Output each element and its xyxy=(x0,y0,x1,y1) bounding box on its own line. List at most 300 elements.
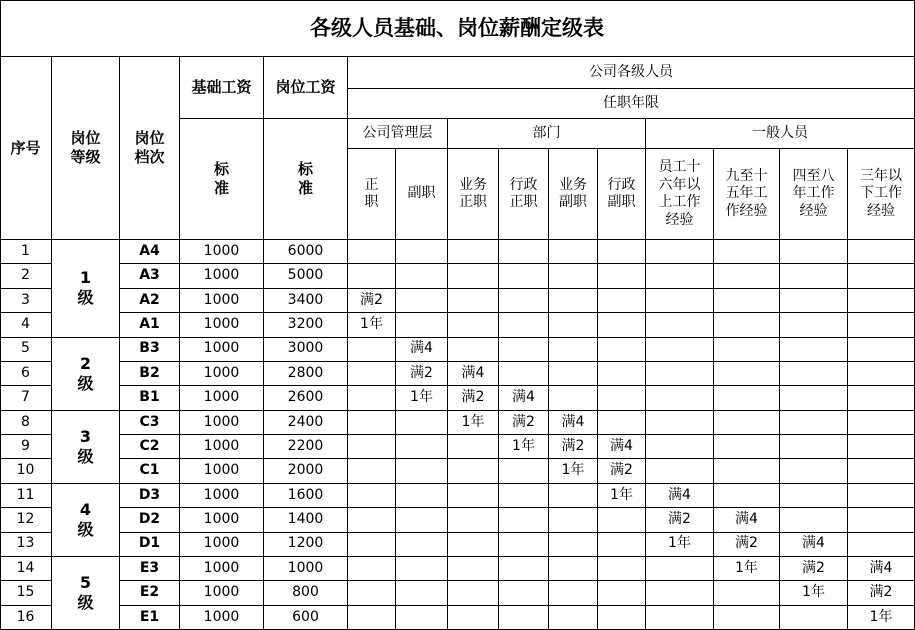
row-tenure-cell xyxy=(448,484,499,508)
row-seq xyxy=(0,435,52,459)
row-tenure-cell xyxy=(780,313,848,337)
row-post-pay-text: 6000 xyxy=(287,242,324,259)
row-tenure-cell xyxy=(549,386,598,410)
row-tenure-cell xyxy=(348,338,396,362)
row-tenure-cell xyxy=(780,264,848,288)
row-seq xyxy=(0,411,52,435)
row-base-pay-text: 1000 xyxy=(203,389,240,406)
row-tenure-cell xyxy=(549,581,598,605)
header-seq-text: 序号 xyxy=(10,138,41,157)
row-tenure-cell xyxy=(396,289,448,313)
row-seq-text: 10 xyxy=(16,462,35,479)
row-post-pay xyxy=(264,386,348,410)
row-tenure-cell xyxy=(646,557,714,581)
row-code xyxy=(120,557,180,581)
header-post-pay xyxy=(264,57,348,119)
row-tenure-cell-text: 满4 xyxy=(802,535,825,552)
row-post-pay xyxy=(264,264,348,288)
row-tenure-cell xyxy=(848,386,915,410)
row-post-pay xyxy=(264,459,348,483)
row-tenure-cell xyxy=(396,362,448,386)
row-tenure-cell xyxy=(396,557,448,581)
row-tenure-cell-text: 1年 xyxy=(360,316,383,333)
row-tenure-cell xyxy=(848,435,915,459)
row-base-pay-text: 1000 xyxy=(203,559,240,576)
row-seq-text: 4 xyxy=(21,316,30,333)
row-base-pay-text: 1000 xyxy=(203,511,240,528)
row-tenure-cell xyxy=(780,484,848,508)
row-code xyxy=(120,362,180,386)
header-tier-text: 岗位 档次 xyxy=(134,129,165,166)
row-tenure-cell xyxy=(780,386,848,410)
row-base-pay xyxy=(180,411,264,435)
row-code xyxy=(120,240,180,264)
row-tenure-cell xyxy=(499,240,549,264)
row-tenure-cell xyxy=(780,606,848,630)
page-title-text: 各级人员基础、岗位薪酬定级表 xyxy=(310,15,604,40)
row-tenure-cell-text: 满2 xyxy=(512,413,535,430)
row-seq-text: 5 xyxy=(21,340,30,357)
row-code xyxy=(120,411,180,435)
grade-level-5-text: 5 级 xyxy=(77,572,94,612)
row-tenure-cell xyxy=(848,484,915,508)
row-tenure-cell xyxy=(396,508,448,532)
row-post-pay xyxy=(264,606,348,630)
row-tenure-cell xyxy=(549,240,598,264)
row-code xyxy=(120,459,180,483)
row-tenure-cell xyxy=(848,313,915,337)
header-mgmt xyxy=(348,119,448,149)
row-code-text: B1 xyxy=(139,389,160,406)
row-base-pay xyxy=(180,386,264,410)
row-post-pay-text: 600 xyxy=(292,608,319,625)
row-tenure-cell xyxy=(348,240,396,264)
grade-level-2 xyxy=(52,338,120,411)
row-tenure-cell-text: 满2 xyxy=(610,462,633,479)
row-seq xyxy=(0,313,52,337)
row-post-pay-text: 2400 xyxy=(287,413,324,430)
header-base-standard xyxy=(180,119,264,240)
row-tenure-cell xyxy=(396,459,448,483)
row-seq xyxy=(0,362,52,386)
row-tenure-cell xyxy=(448,264,499,288)
row-code xyxy=(120,484,180,508)
row-post-pay xyxy=(264,557,348,581)
row-tenure-cell xyxy=(549,313,598,337)
row-code xyxy=(120,606,180,630)
row-tenure-cell xyxy=(714,484,780,508)
row-tenure-cell xyxy=(780,411,848,435)
row-base-pay xyxy=(180,581,264,605)
row-tenure-cell xyxy=(646,459,714,483)
row-tenure-cell xyxy=(396,533,448,557)
row-post-pay xyxy=(264,533,348,557)
row-tenure-cell xyxy=(598,557,646,581)
row-tenure-cell xyxy=(499,557,549,581)
grade-level-3-text: 3 级 xyxy=(77,426,94,466)
row-tenure-cell xyxy=(549,362,598,386)
header-col-1-text: 正 职 xyxy=(364,176,379,210)
row-tenure-cell xyxy=(549,508,598,532)
header-col-10-text: 三年以 下工作 经验 xyxy=(860,167,902,219)
row-tenure-cell-text: 满4 xyxy=(512,389,535,406)
row-tenure-cell xyxy=(598,606,646,630)
row-tenure-cell xyxy=(848,411,915,435)
row-post-pay xyxy=(264,411,348,435)
row-base-pay-text: 1000 xyxy=(203,437,240,454)
row-tenure-cell xyxy=(396,606,448,630)
header-col-8-text: 九至十 五年工 作经验 xyxy=(725,167,768,219)
header-col-3-text: 业务 正职 xyxy=(459,176,487,210)
row-tenure-cell xyxy=(499,362,549,386)
row-base-pay xyxy=(180,289,264,313)
row-base-pay xyxy=(180,264,264,288)
row-code-text: D3 xyxy=(138,486,161,503)
row-base-pay xyxy=(180,240,264,264)
row-tenure-cell xyxy=(646,484,714,508)
row-post-pay-text: 2000 xyxy=(287,462,324,479)
row-post-pay xyxy=(264,362,348,386)
grade-level-2-text: 2 级 xyxy=(77,353,94,393)
row-base-pay-text: 1000 xyxy=(203,535,240,552)
header-col-1 xyxy=(348,149,396,240)
row-tenure-cell-text: 1年 xyxy=(668,535,691,552)
row-code-text: A3 xyxy=(139,267,160,284)
row-post-pay-text: 3400 xyxy=(287,291,324,308)
row-tenure-cell xyxy=(714,459,780,483)
row-code-text: A1 xyxy=(139,316,160,333)
grade-level-5 xyxy=(52,557,120,630)
header-col-6 xyxy=(598,149,646,240)
row-tenure-cell-text: 满2 xyxy=(869,584,893,601)
row-tenure-cell xyxy=(598,362,646,386)
row-tenure-cell xyxy=(714,313,780,337)
row-seq xyxy=(0,606,52,630)
row-tenure-cell xyxy=(598,386,646,410)
row-seq-text: 8 xyxy=(21,413,30,430)
row-tenure-cell xyxy=(549,411,598,435)
row-tenure-cell xyxy=(848,508,915,532)
page-title xyxy=(0,0,915,57)
row-code-text: E2 xyxy=(139,584,160,601)
row-base-pay-text: 1000 xyxy=(203,462,240,479)
row-base-pay xyxy=(180,459,264,483)
row-tenure-cell xyxy=(396,581,448,605)
row-code-text: C1 xyxy=(139,462,160,479)
row-tenure-cell xyxy=(848,557,915,581)
row-tenure-cell xyxy=(780,338,848,362)
row-post-pay-text: 1000 xyxy=(287,559,324,576)
row-post-pay xyxy=(264,484,348,508)
row-base-pay xyxy=(180,508,264,532)
row-tenure-cell xyxy=(348,264,396,288)
row-tenure-cell xyxy=(348,484,396,508)
row-tenure-cell xyxy=(646,411,714,435)
row-seq-text: 11 xyxy=(16,486,35,503)
row-seq xyxy=(0,484,52,508)
row-tenure-cell xyxy=(499,581,549,605)
row-seq xyxy=(0,386,52,410)
grade-level-4 xyxy=(52,484,120,557)
row-base-pay-text: 1000 xyxy=(203,608,240,625)
row-tenure-cell-text: 满4 xyxy=(561,413,585,430)
row-tenure-cell xyxy=(348,606,396,630)
header-col-2-text: 副职 xyxy=(407,185,436,202)
row-tenure-cell xyxy=(848,533,915,557)
row-post-pay-text: 1400 xyxy=(287,511,324,528)
row-tenure-cell xyxy=(348,557,396,581)
row-tenure-cell xyxy=(646,435,714,459)
row-code-text: B2 xyxy=(139,364,160,381)
row-tenure-cell xyxy=(499,435,549,459)
row-tenure-cell xyxy=(448,313,499,337)
row-seq xyxy=(0,557,52,581)
row-tenure-cell xyxy=(780,289,848,313)
row-tenure-cell xyxy=(448,240,499,264)
row-tenure-cell xyxy=(549,289,598,313)
header-col-9 xyxy=(780,149,848,240)
row-tenure-cell xyxy=(348,533,396,557)
header-col-5-text: 业务 副职 xyxy=(559,176,587,210)
row-post-pay-text: 2600 xyxy=(287,389,324,406)
row-tenure-cell xyxy=(499,313,549,337)
header-col-7-text: 员工十 六年以 上工作 经验 xyxy=(658,159,701,228)
header-staff-text: 公司各级人员 xyxy=(589,63,673,80)
row-seq-text: 15 xyxy=(16,584,35,601)
row-tenure-cell xyxy=(848,289,915,313)
row-tenure-cell-text: 1年 xyxy=(512,437,535,454)
row-tenure-cell xyxy=(549,533,598,557)
header-dept xyxy=(448,119,646,149)
row-tenure-cell xyxy=(348,411,396,435)
row-code xyxy=(120,264,180,288)
row-tenure-cell xyxy=(598,411,646,435)
row-code-text: D2 xyxy=(138,511,161,528)
row-tenure-cell xyxy=(448,435,499,459)
row-tenure-cell xyxy=(348,313,396,337)
row-base-pay xyxy=(180,606,264,630)
row-tenure-cell xyxy=(646,581,714,605)
row-tenure-cell xyxy=(714,264,780,288)
row-tenure-cell xyxy=(448,557,499,581)
header-base-standard-text: 标 准 xyxy=(213,160,229,197)
row-tenure-cell xyxy=(598,533,646,557)
header-mgmt-text: 公司管理层 xyxy=(362,124,433,141)
row-base-pay-text: 1000 xyxy=(203,413,240,430)
row-tenure-cell xyxy=(396,411,448,435)
row-tenure-cell-text: 满2 xyxy=(461,389,485,406)
row-tenure-cell xyxy=(714,435,780,459)
row-base-pay-text: 1000 xyxy=(203,242,240,259)
row-seq-text: 1 xyxy=(21,242,30,259)
row-tenure-cell xyxy=(598,484,646,508)
row-code-text: A2 xyxy=(139,291,160,308)
row-seq-text: 13 xyxy=(16,535,35,552)
row-post-pay xyxy=(264,289,348,313)
row-post-pay-text: 5000 xyxy=(287,267,324,284)
row-base-pay-text: 1000 xyxy=(203,267,240,284)
row-base-pay-text: 1000 xyxy=(203,364,240,381)
row-code xyxy=(120,435,180,459)
header-general-text: 一般人员 xyxy=(752,124,808,141)
row-base-pay-text: 1000 xyxy=(203,486,240,503)
header-col-6-text: 行政 副职 xyxy=(607,176,636,210)
row-tenure-cell-text: 1年 xyxy=(461,413,485,430)
row-code-text: E1 xyxy=(139,608,160,625)
header-col-5 xyxy=(549,149,598,240)
row-tenure-cell xyxy=(499,264,549,288)
header-seq xyxy=(0,57,52,240)
row-code xyxy=(120,508,180,532)
row-tenure-cell xyxy=(848,581,915,605)
grade-level-1 xyxy=(52,240,120,338)
row-base-pay xyxy=(180,362,264,386)
header-col-10 xyxy=(848,149,915,240)
row-tenure-cell-text: 1年 xyxy=(869,608,893,625)
row-tenure-cell xyxy=(499,508,549,532)
row-post-pay-text: 800 xyxy=(292,584,319,601)
row-seq-text: 6 xyxy=(21,364,30,381)
row-seq xyxy=(0,508,52,532)
header-post-standard xyxy=(264,119,348,240)
row-seq xyxy=(0,581,52,605)
row-seq-text: 3 xyxy=(21,291,30,308)
row-tenure-cell xyxy=(714,508,780,532)
row-tenure-cell-text: 满2 xyxy=(360,291,383,308)
row-seq xyxy=(0,459,52,483)
row-seq xyxy=(0,289,52,313)
row-tenure-cell-text: 1年 xyxy=(735,559,758,576)
row-tenure-cell xyxy=(549,459,598,483)
row-code-text: C3 xyxy=(139,413,160,430)
row-code xyxy=(120,338,180,362)
header-grade xyxy=(52,57,120,240)
row-tenure-cell xyxy=(499,484,549,508)
row-tenure-cell xyxy=(348,289,396,313)
row-seq-text: 2 xyxy=(21,267,30,284)
row-base-pay xyxy=(180,338,264,362)
row-tenure-cell xyxy=(646,362,714,386)
row-tenure-cell xyxy=(780,581,848,605)
row-tenure-cell xyxy=(499,459,549,483)
row-tenure-cell xyxy=(549,338,598,362)
row-tenure-cell xyxy=(714,289,780,313)
row-post-pay xyxy=(264,240,348,264)
row-tenure-cell xyxy=(646,606,714,630)
row-tenure-cell xyxy=(549,435,598,459)
row-seq xyxy=(0,240,52,264)
row-tenure-cell xyxy=(646,313,714,337)
row-tenure-cell xyxy=(549,484,598,508)
row-tenure-cell xyxy=(646,338,714,362)
row-tenure-cell-text: 满2 xyxy=(735,535,758,552)
row-base-pay-text: 1000 xyxy=(203,584,240,601)
row-tenure-cell xyxy=(396,386,448,410)
row-tenure-cell xyxy=(780,533,848,557)
row-base-pay xyxy=(180,435,264,459)
row-tenure-cell xyxy=(448,362,499,386)
grade-level-3 xyxy=(52,411,120,484)
header-dept-text: 部门 xyxy=(532,124,561,141)
row-tenure-cell xyxy=(396,264,448,288)
row-tenure-cell xyxy=(714,386,780,410)
row-tenure-cell xyxy=(646,508,714,532)
row-tenure-cell xyxy=(646,264,714,288)
row-post-pay-text: 3000 xyxy=(287,340,324,357)
row-tenure-cell xyxy=(448,386,499,410)
row-seq xyxy=(0,338,52,362)
header-post-pay-text: 岗位工资 xyxy=(275,78,336,97)
row-tenure-cell xyxy=(396,240,448,264)
row-code-text: E3 xyxy=(139,559,160,576)
row-seq-text: 7 xyxy=(21,389,30,406)
row-tenure-cell xyxy=(448,581,499,605)
row-tenure-cell xyxy=(448,533,499,557)
row-tenure-cell xyxy=(499,533,549,557)
row-tenure-cell xyxy=(448,606,499,630)
row-post-pay xyxy=(264,508,348,532)
header-col-4-text: 行政 正职 xyxy=(509,176,538,210)
row-base-pay xyxy=(180,557,264,581)
row-tenure-cell-text: 满4 xyxy=(668,486,691,503)
header-tenure-text: 任职年限 xyxy=(603,94,659,111)
row-tenure-cell xyxy=(646,289,714,313)
row-tenure-cell xyxy=(714,411,780,435)
row-tenure-cell xyxy=(499,606,549,630)
row-tenure-cell xyxy=(396,435,448,459)
row-post-pay-text: 3200 xyxy=(287,316,324,333)
row-tenure-cell-text: 满2 xyxy=(668,511,691,528)
row-tenure-cell xyxy=(848,362,915,386)
row-tenure-cell xyxy=(714,338,780,362)
row-tenure-cell xyxy=(714,606,780,630)
row-tenure-cell xyxy=(499,411,549,435)
row-code-text: A4 xyxy=(139,242,160,259)
header-col-3 xyxy=(448,149,499,240)
header-general xyxy=(646,119,915,149)
row-post-pay-text: 1200 xyxy=(287,535,324,552)
header-base-pay xyxy=(180,57,264,119)
row-tenure-cell xyxy=(646,240,714,264)
row-post-pay-text: 2200 xyxy=(287,437,324,454)
row-tenure-cell-text: 满2 xyxy=(561,437,585,454)
row-tenure-cell xyxy=(348,386,396,410)
header-tier xyxy=(120,57,180,240)
row-tenure-cell xyxy=(598,240,646,264)
row-seq-text: 16 xyxy=(16,608,35,625)
header-col-9-text: 四至八 年工作 经验 xyxy=(792,167,835,219)
row-tenure-cell xyxy=(714,362,780,386)
row-tenure-cell xyxy=(448,459,499,483)
row-tenure-cell xyxy=(780,362,848,386)
row-tenure-cell xyxy=(848,264,915,288)
row-tenure-cell xyxy=(348,362,396,386)
row-tenure-cell xyxy=(396,484,448,508)
grade-level-4-text: 4 级 xyxy=(77,499,94,539)
row-tenure-cell xyxy=(714,533,780,557)
header-col-4 xyxy=(499,149,549,240)
header-col-7 xyxy=(646,149,714,240)
row-tenure-cell xyxy=(780,240,848,264)
row-tenure-cell xyxy=(780,508,848,532)
row-tenure-cell xyxy=(499,289,549,313)
row-code-text: C2 xyxy=(139,437,160,454)
row-tenure-cell xyxy=(348,459,396,483)
row-tenure-cell xyxy=(598,313,646,337)
header-staff xyxy=(348,57,915,89)
row-code-text: D1 xyxy=(138,535,161,552)
row-seq xyxy=(0,533,52,557)
